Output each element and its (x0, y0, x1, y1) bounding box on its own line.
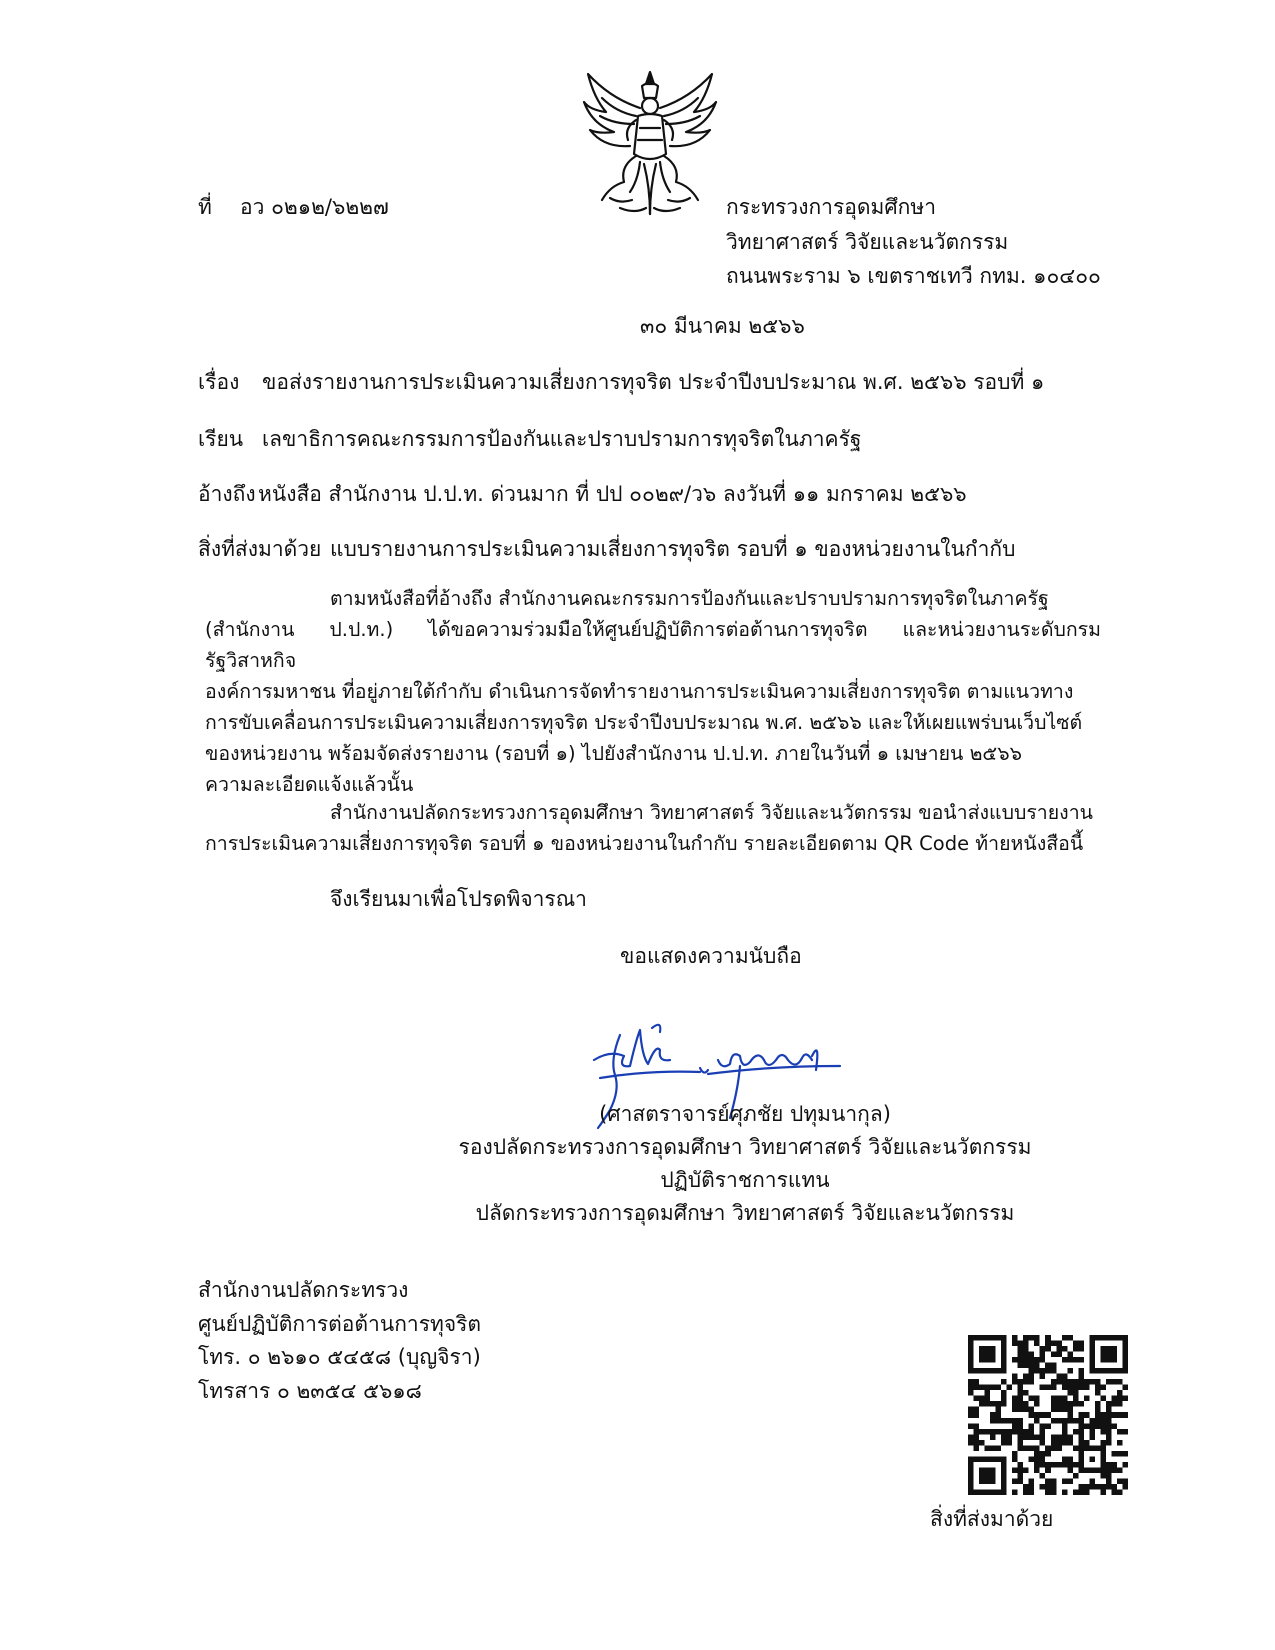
signatory-name: (ศาสตราจารย์ศุภชัย ปทุมนากุล) (599, 1102, 891, 1126)
recipient-label: เรียน (198, 427, 244, 451)
subject-label: เรื่อง (198, 370, 240, 394)
paragraph-1-line: (สำนักงาน ป.ป.ท.) ได้ขอความร่วมมือให้ศูนย์ปฏิบัติการต่อต้านการทุจริต และหน่วยงานระดับกรม รัฐวิสาหกิจ (205, 618, 1101, 672)
paragraph-1-line: ของหน่วยงาน พร้อมจัดส่งรายงาน (รอบที่ ๑) ไปยังสำนักงาน ป.ป.ท. ภายในวันที่ ๑ เมษายน ๒๕๖๖ (205, 742, 1022, 765)
closing-request: จึงเรียนมาเพื่อโปรดพิจารณา (330, 887, 587, 911)
enclosure-value: แบบรายงานการประเมินความเสี่ยงการทุจริต รอบที่ ๑ ของหน่วยงานในกำกับ (330, 537, 1016, 561)
address-line-3: ถนนพระราม ๖ เขตราชเทวี กทม. ๑๐๔๐๐ (726, 264, 1101, 288)
paragraph-1-line: องค์การมหาชน ที่อยู่ภายใต้กำกับ ดำเนินการจัดทำรายงานการประเมินความเสี่ยงการทุจริต ตามแนวทาง (205, 680, 1074, 703)
signatory-block (455, 1098, 1035, 1230)
footer-phone: โทร. ๐ ๒๖๑๐ ๕๔๕๘ (บุญจิรา) (198, 1345, 481, 1369)
garuda-emblem-icon (580, 68, 720, 218)
doc-number: อว ๐๒๑๒/๖๒๒๗ (240, 195, 389, 219)
footer-office-line: สำนักงานปลัดกระทรวง (198, 1278, 409, 1302)
reference-value: หนังสือ สำนักงาน ป.ป.ท. ด่วนมาก ที่ ปป ๐๐๒๙/ว๖ ลงวันที่ ๑๑ มกราคม ๒๕๖๖ (258, 482, 967, 506)
paragraph-1-line: ความละเอียดแจ้งแล้วนั้น (205, 773, 414, 796)
paragraph-1-line: ตามหนังสือที่อ้างถึง สำนักงานคณะกรรมการป้องกันและปราบปรามการทุจริตในภาครัฐ (330, 587, 1049, 610)
footer-office-line: ศูนย์ปฏิบัติการต่อต้านการทุจริต (198, 1312, 482, 1336)
qr-code-icon[interactable] (968, 1335, 1128, 1495)
closing-greeting: ขอแสดงความนับถือ (620, 944, 802, 968)
signatory-position: รองปลัดกระทรวงการอุดมศึกษา วิทยาศาสตร์ วิจัยและนวัตกรรม (458, 1135, 1032, 1159)
footer-fax: โทรสาร ๐ ๒๓๕๔ ๕๖๑๘ (198, 1379, 422, 1403)
body-paragraph-2 (205, 797, 1101, 859)
paragraph-2-line: สำนักงานปลัดกระทรวงการอุดมศึกษา วิทยาศาสตร์ วิจัยและนวัตกรรม ขอนำส่งแบบรายงาน (330, 801, 1093, 824)
recipient-value: เลขาธิการคณะกรรมการป้องกันและปราบปรามการทุจริตในภาครัฐ (262, 427, 862, 451)
paragraph-1-line: การขับเคลื่อนการประเมินความเสี่ยงการทุจริต ประจำปีงบประมาณ พ.ศ. ๒๕๖๖ และให้เผยแพร่บนเว็บไซต์ (205, 711, 1083, 734)
subject-value: ขอส่งรายงานการประเมินความเสี่ยงการทุจริต ประจำปีงบประมาณ พ.ศ. ๒๕๖๖ รอบที่ ๑ (262, 370, 1045, 394)
signatory-acting: ปฏิบัติราชการแทน (660, 1168, 830, 1192)
doc-number-label: ที่ (198, 195, 212, 219)
qr-caption: สิ่งที่ส่งมาด้วย (930, 1507, 1054, 1531)
reference-label: อ้างถึง (198, 482, 256, 506)
signatory-on-behalf: ปลัดกระทรวงการอุดมศึกษา วิทยาศาสตร์ วิจัยและนวัตกรรม (475, 1201, 1015, 1225)
address-line-1: กระทรวงการอุดมศึกษา (726, 195, 936, 219)
body-paragraph-1 (205, 583, 1101, 800)
address-line-2: วิทยาศาสตร์ วิจัยและนวัตกรรม (726, 230, 1009, 254)
paragraph-2-line: การประเมินความเสี่ยงการทุจริต รอบที่ ๑ ของหน่วยงานในกำกับ รายละเอียดตาม QR Code ท้ายหนังสือนี้ (205, 832, 1084, 855)
document-date: ๓๐ มีนาคม ๒๕๖๖ (640, 314, 805, 338)
enclosure-label: สิ่งที่ส่งมาด้วย (198, 537, 322, 561)
